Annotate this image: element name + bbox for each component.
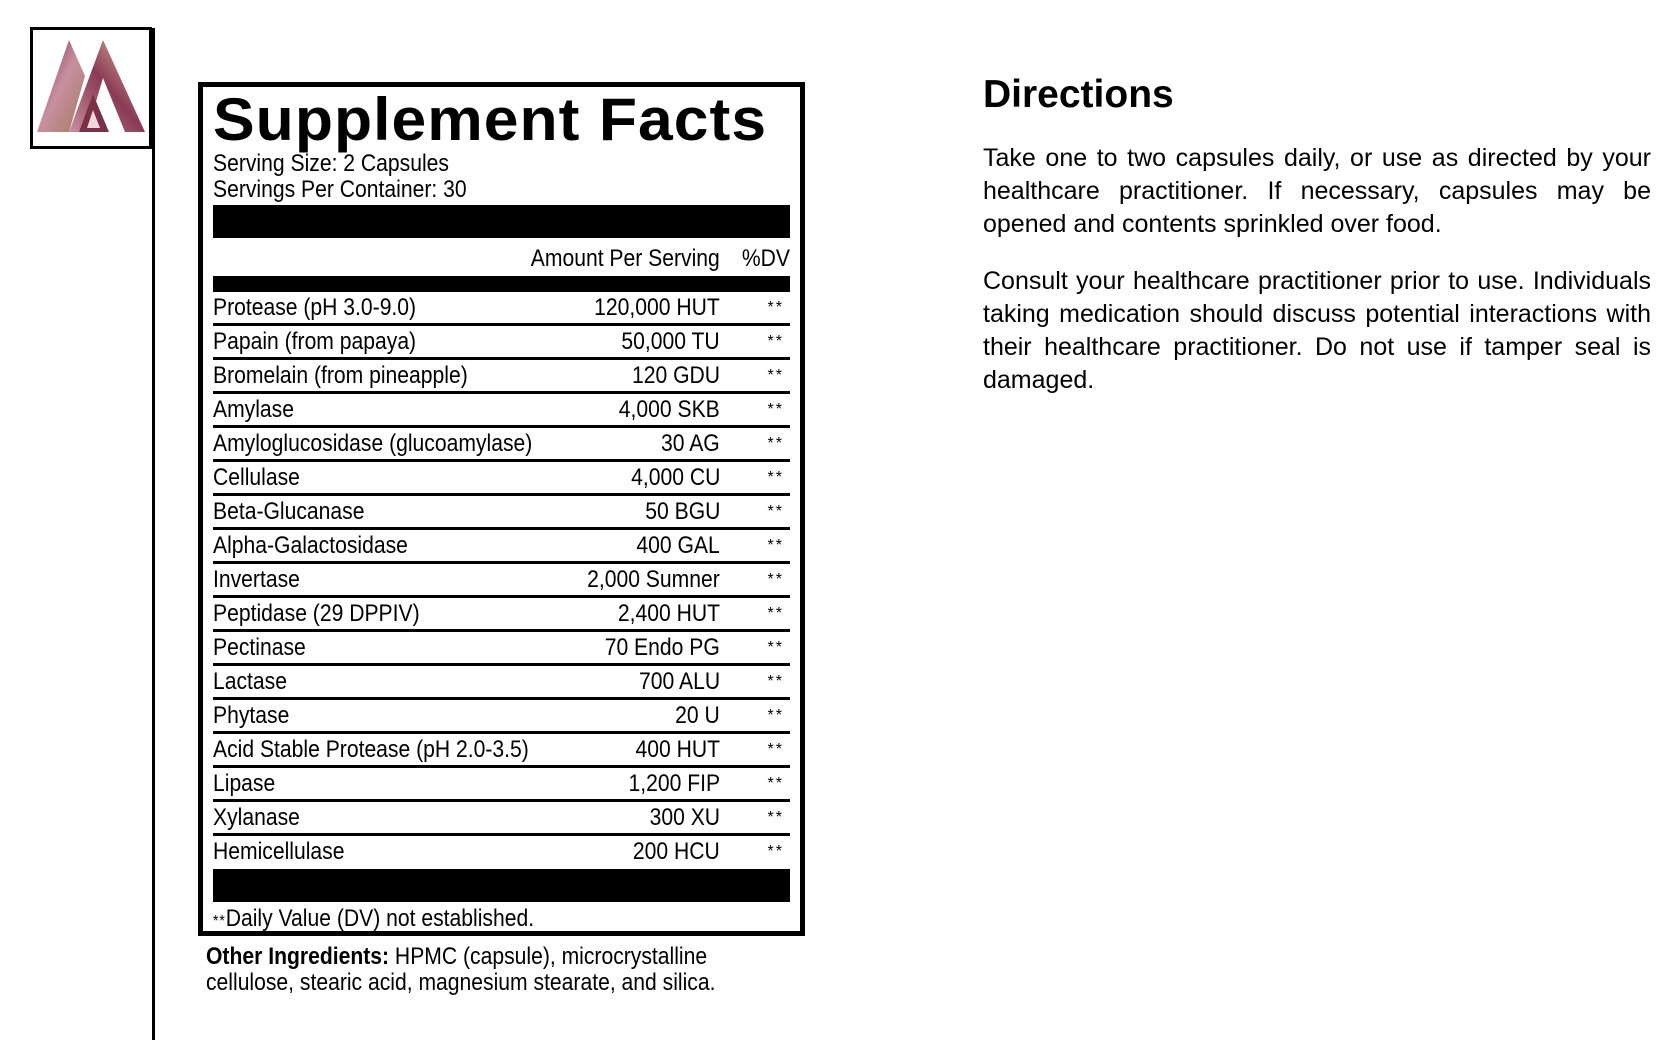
ingredient-row xyxy=(213,292,790,326)
facts-title: Supplement Facts xyxy=(213,86,768,153)
ingredient-name: Amylase xyxy=(213,395,294,423)
ingredient-name: Lactase xyxy=(213,667,287,695)
ingredient-amount: 70 Endo PG xyxy=(604,633,720,661)
header-dv: %DV xyxy=(741,245,790,272)
ingredient-dv: ** xyxy=(767,366,784,384)
footnote-text: Daily Value (DV) not established. xyxy=(225,905,535,932)
dv-footnote xyxy=(213,902,721,939)
ingredient-row xyxy=(213,598,790,632)
ingredient-amount: 4,000 CU xyxy=(630,463,720,491)
other-ingredients xyxy=(206,944,752,996)
ingredient-amount: 400 GAL xyxy=(636,531,720,559)
ingredient-amount: 2,000 Sumner xyxy=(587,565,720,593)
ingredient-row xyxy=(213,666,790,700)
ingredient-amount: 2,400 HUT xyxy=(617,599,720,627)
ingredient-dv: ** xyxy=(767,298,784,316)
ingredient-name: Peptidase (29 DPPIV) xyxy=(213,599,420,627)
directions-title: Directions xyxy=(983,73,1174,116)
ingredient-name: Cellulase xyxy=(213,463,300,491)
ingredient-dv: ** xyxy=(767,434,784,452)
ingredient-row xyxy=(213,632,790,666)
mountain-logo-icon xyxy=(33,30,149,146)
thick-divider xyxy=(213,205,790,238)
ingredient-row xyxy=(213,530,790,564)
ingredient-amount: 1,200 FIP xyxy=(628,769,720,797)
ingredient-amount: 120 GDU xyxy=(631,361,720,389)
ingredient-name: Hemicellulase xyxy=(213,837,345,865)
ingredient-dv: ** xyxy=(767,332,784,350)
ingredient-dv: ** xyxy=(767,774,784,792)
header-amount: Amount Per Serving xyxy=(530,245,720,272)
ingredient-dv: ** xyxy=(767,706,784,724)
ingredient-row xyxy=(213,836,790,867)
ingredient-dv: ** xyxy=(767,468,784,486)
ingredient-dv: ** xyxy=(767,502,784,520)
bottom-divider xyxy=(213,869,790,902)
ingredient-amount: 300 XU xyxy=(649,803,720,831)
ingredient-name: Alpha-Galactosidase xyxy=(213,531,408,559)
ingredient-row xyxy=(213,394,790,428)
ingredient-dv: ** xyxy=(767,740,784,758)
ingredient-name: Protease (pH 3.0-9.0) xyxy=(213,293,417,321)
ingredient-row xyxy=(213,734,790,768)
ingredient-row xyxy=(213,360,790,394)
ingredient-name: Beta-Glucanase xyxy=(213,497,365,525)
ingredient-dv: ** xyxy=(767,570,784,588)
ingredient-name: Acid Stable Protease (pH 2.0-3.5) xyxy=(213,735,529,763)
column-header xyxy=(213,238,790,272)
ingredient-amount: 50 BGU xyxy=(644,497,720,525)
ingredient-amount: 200 HCU xyxy=(633,837,720,865)
ingredient-name: Lipase xyxy=(213,769,276,797)
ingredient-dv: ** xyxy=(767,604,784,622)
ingredient-amount: 4,000 SKB xyxy=(619,395,720,423)
ingredient-dv: ** xyxy=(767,808,784,826)
supplement-facts-panel xyxy=(198,82,805,936)
footnote-stars: ** xyxy=(213,913,226,930)
ingredient-dv: ** xyxy=(767,536,784,554)
ingredient-name: Phytase xyxy=(213,701,290,729)
ingredient-row xyxy=(213,326,790,360)
ingredient-row xyxy=(213,462,790,496)
ingredient-amount: 30 AG xyxy=(661,429,720,457)
other-ingredients-label: Other Ingredients: xyxy=(206,943,390,970)
ingredient-dv: ** xyxy=(767,672,784,690)
ingredient-amount: 20 U xyxy=(675,701,720,729)
ingredient-name: Amyloglucosidase (glucoamylase) xyxy=(213,429,533,457)
ingredient-name: Pectinase xyxy=(213,633,306,661)
ingredient-dv: ** xyxy=(767,400,784,418)
ingredient-amount: 120,000 HUT xyxy=(594,293,720,321)
ingredient-name: Bromelain (from pineapple) xyxy=(213,361,468,389)
ingredient-row xyxy=(213,564,790,598)
ingredient-row xyxy=(213,768,790,802)
medium-divider xyxy=(213,276,790,292)
other-ingredients-text: HPMC (capsule), microcrystalline cellulose, stearic acid, magnesium stearate, and silica. xyxy=(206,943,716,996)
ingredient-row xyxy=(213,428,790,462)
ingredient-row xyxy=(213,700,790,734)
warning-paragraph: Consult your healthcare practitioner prior to use. Individuals taking medication should discuss potential interactions with their healthcare practitioner. Do not use if tamper seal is damaged. xyxy=(983,267,1651,394)
servings-per-container: Servings Per Container: 30 xyxy=(213,176,467,203)
ingredient-row xyxy=(213,802,790,836)
ingredient-amount: 700 ALU xyxy=(638,667,720,695)
ingredient-amount: 400 HUT xyxy=(635,735,720,763)
directions-section xyxy=(983,70,1651,421)
ingredient-row xyxy=(213,496,790,530)
serving-size: Serving Size: 2 Capsules xyxy=(213,150,449,177)
ingredient-name: Xylanase xyxy=(213,803,300,831)
ingredient-dv: ** xyxy=(767,638,784,656)
directions-paragraph: Take one to two capsules daily, or use as directed by your healthcare practitioner. If necessary, capsules may be opened and contents sprinkled over food. xyxy=(983,144,1651,238)
ingredient-name: Invertase xyxy=(213,565,300,593)
ingredient-amount: 50,000 TU xyxy=(621,327,720,355)
ingredient-dv: ** xyxy=(767,842,784,860)
brand-logo xyxy=(30,27,152,149)
ingredient-name: Papain (from papaya) xyxy=(213,327,417,355)
divider-line xyxy=(152,28,155,1040)
